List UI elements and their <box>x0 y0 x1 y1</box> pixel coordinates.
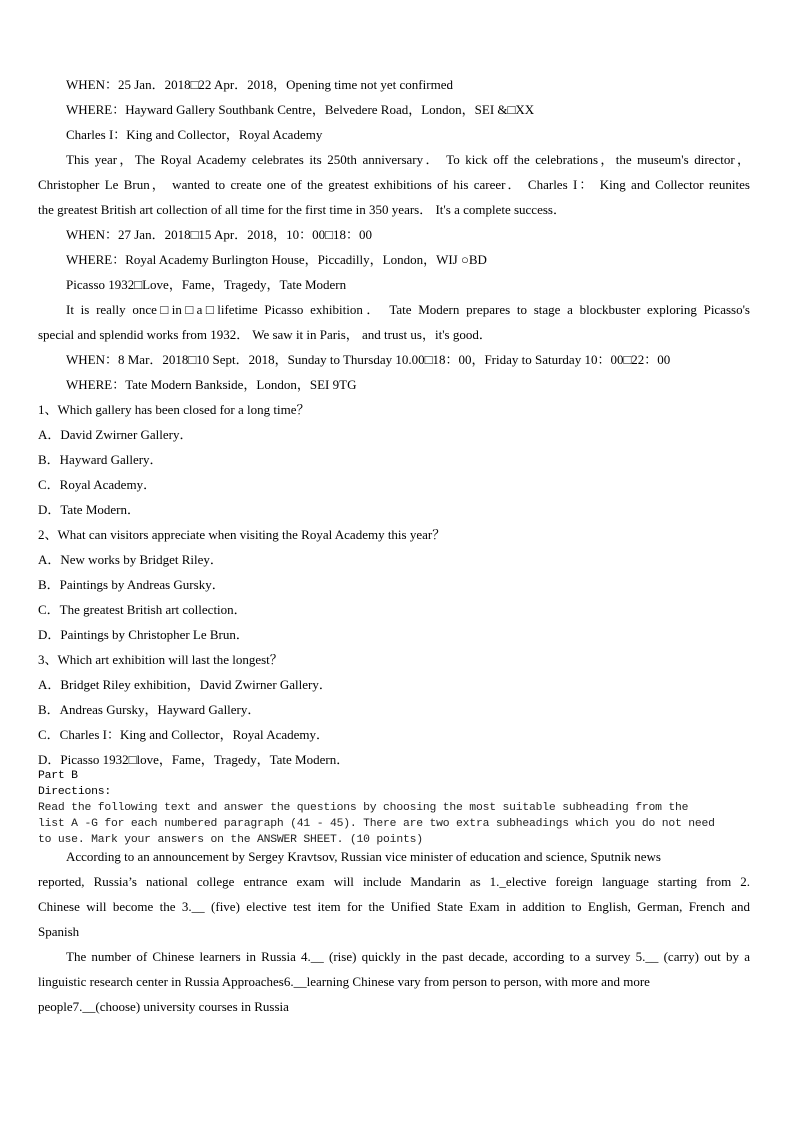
passage-line: reported, Russia’s national college entrance exam will include Mandarin as 1._elective foreign language starting from 2. <box>38 874 750 889</box>
option: D．Tate Modern． <box>38 502 140 517</box>
part-b-title: Part B <box>38 770 78 782</box>
picasso-title: Picasso 1932□Love，Fame，Tragedy，Tate Modern <box>66 277 347 292</box>
charles-desc-line: the greatest British art collection of all time for the first time in 350 years． It's a complete success． <box>38 202 566 217</box>
option: C．Royal Academy． <box>38 477 157 492</box>
option: A．David Zwirner Gallery． <box>38 427 193 442</box>
passage-line: Chinese will become the 3.__ (five) elective test item for the Unified State Exam in addition to English, German, French and <box>38 899 750 914</box>
charles-title: Charles I：King and Collector，Royal Academy <box>66 127 323 142</box>
question-2 <box>38 522 750 647</box>
question-stem: 2、What can visitors appreciate when visiting the Royal Academy this year？ <box>38 527 446 542</box>
passage-line: According to an announcement by Sergey Kravtsov, Russian vice minister of education and science, Sputnik news <box>66 849 661 864</box>
option: C．Charles I：King and Collector，Royal Academy． <box>38 727 330 742</box>
passage-line: Spanish <box>38 924 80 939</box>
document-page <box>38 72 750 1019</box>
charles-desc-line: This year，The Royal Academy celebrates its 250th anniversary． To kick off the celebrations，the museum's director， <box>66 152 750 167</box>
hayward-where: WHERE：Hayward Gallery Southbank Centre，Belvedere Road，London，SEI &□XX <box>66 102 535 117</box>
picasso-where: WHERE：Tate Modern Bankside，London，SEI 9TG <box>66 377 357 392</box>
question-3 <box>38 647 750 772</box>
directions-line: Read the following text and answer the questions by choosing the most suitable subheading from the <box>38 802 689 814</box>
option: B．Hayward Gallery． <box>38 452 163 467</box>
question-stem: 3、Which art exhibition will last the longest？ <box>38 652 283 667</box>
question-1 <box>38 397 750 522</box>
option: B．Andreas Gursky，Hayward Gallery． <box>38 702 261 717</box>
option: D．Picasso 1932□love，Fame，Tragedy，Tate Modern． <box>38 752 350 767</box>
charles-where: WHERE：Royal Academy Burlington House，Piccadilly，London，WIJ ○BD <box>66 252 487 267</box>
directions-line: to use. Mark your answers on the ANSWER SHEET. (10 points) <box>38 834 423 846</box>
option: B．Paintings by Andreas Gursky． <box>38 577 225 592</box>
option: C．The greatest British art collection． <box>38 602 247 617</box>
charles-desc-line: Christopher Le Brun， wanted to create one of the greatest exhibitions of his career． Charles I： King and Collector reunites <box>38 177 750 192</box>
option: A．Bridget Riley exhibition，David Zwirner Gallery． <box>38 677 332 692</box>
option: A．New works by Bridget Riley． <box>38 552 223 567</box>
picasso-when: WHEN：8 Mar．2018□10 Sept．2018，Sunday to Thursday 10.00□18：00，Friday to Saturday 10：00□22：00 <box>66 352 671 367</box>
directions-label: Directions: <box>38 786 111 798</box>
hayward-when: WHEN：25 Jan．2018□22 Apr．2018，Opening time not yet confirmed <box>66 77 453 92</box>
passage-line: people7.__(choose) university courses in Russia <box>38 999 289 1014</box>
charles-when: WHEN：27 Jan．2018□15 Apr．2018，10：00□18：00 <box>66 227 373 242</box>
part-b <box>38 768 750 1019</box>
question-stem: 1、Which gallery has been closed for a long time？ <box>38 402 310 417</box>
passage-line: The number of Chinese learners in Russia 4.__ (rise) quickly in the past decade, according to a survey 5.__ (carry) out by a <box>66 949 750 964</box>
picasso-desc-line: It is really once□in□a□lifetime Picasso exhibition． Tate Modern prepares to stage a blockbuster exploring Picasso's <box>66 302 750 317</box>
picasso-desc-line: special and splendid works from 1932． We saw it in Paris， and trust us，it's good． <box>38 327 492 342</box>
passage-line: linguistic research center in Russia Approaches6.__learning Chinese vary from person to person, with more and more <box>38 974 650 989</box>
directions-line: list A -G for each numbered paragraph (41 - 45). There are two extra subheadings which you do not need <box>38 818 715 830</box>
option: D．Paintings by Christopher Le Brun． <box>38 627 249 642</box>
